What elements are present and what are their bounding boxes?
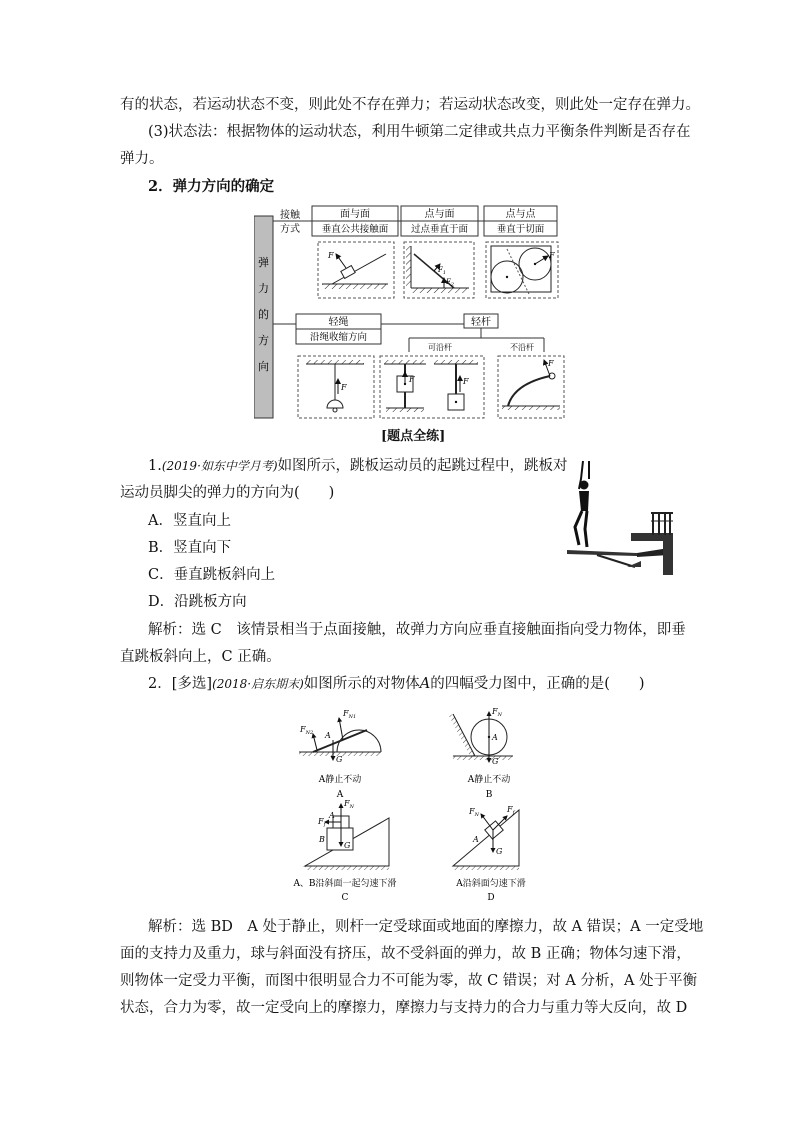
q1-option-b: B．竖直向下 (148, 540, 232, 556)
fig-d-letter: D (487, 893, 495, 903)
light-rod-title: 轻杆 (471, 317, 491, 328)
side-label-char-5: 向 (258, 360, 269, 373)
q2-analysis-line-2: 面的支持力及重力，球与斜面没有挤压，故不受斜面的弹力，故 B 正确；物体匀速下滑， (120, 946, 691, 962)
q1-option-d: D．沿跳板方向 (148, 594, 247, 610)
fig-a-obj: A (325, 731, 331, 740)
fig-b-g: G (492, 757, 499, 766)
side-label-char-1: 弹 (258, 256, 269, 269)
panel1-force-F: F (328, 251, 334, 260)
side-label-char-4: 方 (258, 334, 269, 347)
panel2-force-F2: $F_2$ (446, 278, 455, 288)
fig-b-caption: A静止不动 (467, 775, 511, 785)
fig-a-caption: A静止不动 (318, 775, 362, 785)
q2-stem-var: A (419, 676, 431, 692)
light-rope-rule: 沿绳收缩方向 (309, 332, 368, 343)
point-point-title: 点与点 (505, 209, 536, 220)
rope-panel-force-F: F (341, 383, 347, 392)
rod-panel-force-F-2: F (463, 377, 469, 386)
fig-b (449, 707, 513, 800)
intro-line-3: 弹力。 (120, 151, 164, 167)
fig-c-obj-b: B (319, 835, 325, 844)
fig-d (453, 805, 526, 903)
light-rod-not-along: 不沿杆 (510, 343, 534, 352)
panel2-force-F1: $F_1$ (438, 266, 447, 276)
point-surface-title: 点与面 (424, 209, 455, 220)
elastic-force-direction-diagram (254, 204, 574, 420)
point-surface-rule: 过点垂直于面 (410, 224, 469, 235)
fig-c-obj-a: A (329, 811, 335, 820)
fig-c-letter: C (341, 893, 349, 903)
panel3-force-F: F (549, 251, 555, 260)
surface-surface-title: 面与面 (340, 209, 370, 220)
practice-title: [题点全练] (381, 429, 446, 444)
diver-springboard-figure (557, 455, 675, 580)
fig-c-ff: $F_f$ (318, 817, 326, 828)
fig-a-fn1: $F_{N1}$ (343, 709, 357, 720)
q2-tag: [多选] (171, 676, 213, 692)
fig-a-fn2: $F_{N2}$ (300, 725, 314, 736)
q1-option-c: C．垂直跳板斜向上 (148, 567, 276, 583)
point-point-rule: 垂直于切面 (496, 224, 545, 235)
q1-stem-line-2: 运动员脚尖的弹力的方向为( ) (120, 485, 335, 501)
q2-stem (148, 674, 645, 694)
q2-force-diagrams (285, 700, 555, 910)
side-label-char-3: 的 (258, 308, 269, 321)
fig-b-fn: $F_N$ (492, 707, 502, 718)
fig-d-obj: A (473, 835, 479, 844)
q2-stem-b: 的四幅受力图中，正确的是( ) (430, 676, 645, 692)
q1-option-a: A．竖直向上 (148, 513, 231, 529)
fig-d-fn: $F_N$ (469, 807, 479, 818)
q1-stem-1: 如图所示，跳板运动员的起跳过程中，跳板对 (277, 458, 568, 474)
fig-d-ff: $F_f$ (507, 805, 515, 816)
fig-c (292, 799, 396, 903)
fig-b-letter: B (485, 790, 493, 800)
intro-line-2: (3)状态法：根据物体的运动状态，利用牛顿第二定律或共点力平衡条件判断是否存在 (148, 124, 691, 140)
fig-c-g: G (344, 841, 351, 850)
intro-line-1: 有的状态，若运动状态不变，则此处不存在弹力；若运动状态改变，则此处一定存在弹力。 (120, 97, 700, 113)
q1-stem-line-1 (148, 456, 568, 476)
q2-number: 2． (148, 676, 172, 692)
fig-c-caption: A、B沿斜面一起匀速下滑 (293, 879, 397, 889)
fig-a-g: G (336, 755, 343, 764)
q1-number: 1. (148, 458, 162, 474)
fig-a (299, 709, 381, 800)
rod-not-along-force-F: F (548, 359, 554, 368)
q2-analysis-line-4: 状态，合力为零，故一定受向上的摩擦力，摩擦力与支持力的合力与重力等大反向，故 D (120, 1000, 688, 1016)
light-rod-can-along: 可沿杆 (428, 343, 452, 352)
q2-analysis-line-1: 解析：选 BD A 处于静止，则杆一定受球面或地面的摩擦力，故 A 错误；A 一定受地 (148, 919, 704, 935)
surface-surface-rule: 垂直公共接触面 (321, 224, 389, 235)
q2-analysis-line-3: 则物体一定受力平衡，而图中很明显合力不可能为零，故 C 错误；对 A 分析，A 处于平衡 (120, 973, 698, 989)
rod-panel-force-F-1: F (409, 375, 415, 384)
q2-source: (2018·启东期末) (212, 677, 304, 691)
fig-d-caption: A沿斜面匀速下滑 (456, 879, 526, 889)
q2-stem-a: 如图所示的对物体 (303, 676, 420, 692)
section-2-title: 2．弹力方向的确定 (148, 178, 275, 195)
contact-label-1: 接触 (280, 210, 300, 221)
fig-c-fn: $F_N$ (344, 799, 354, 810)
fig-b-obj: A (492, 733, 498, 742)
q1-analysis-line-1: 解析：选 C 该情景相当于点面接触，故弹力方向应垂直接触面指向受力物体，即垂 (148, 622, 686, 638)
side-label-char-2: 力 (258, 282, 269, 295)
light-rope-title: 轻绳 (328, 317, 349, 328)
fig-d-g: G (496, 847, 503, 856)
q1-analysis-line-2: 直跳板斜向上，C 正确。 (120, 649, 281, 665)
fig-a-letter: A (336, 790, 344, 800)
contact-label-2: 方式 (280, 224, 300, 235)
q1-source: (2019·如东中学月考) (161, 459, 278, 473)
